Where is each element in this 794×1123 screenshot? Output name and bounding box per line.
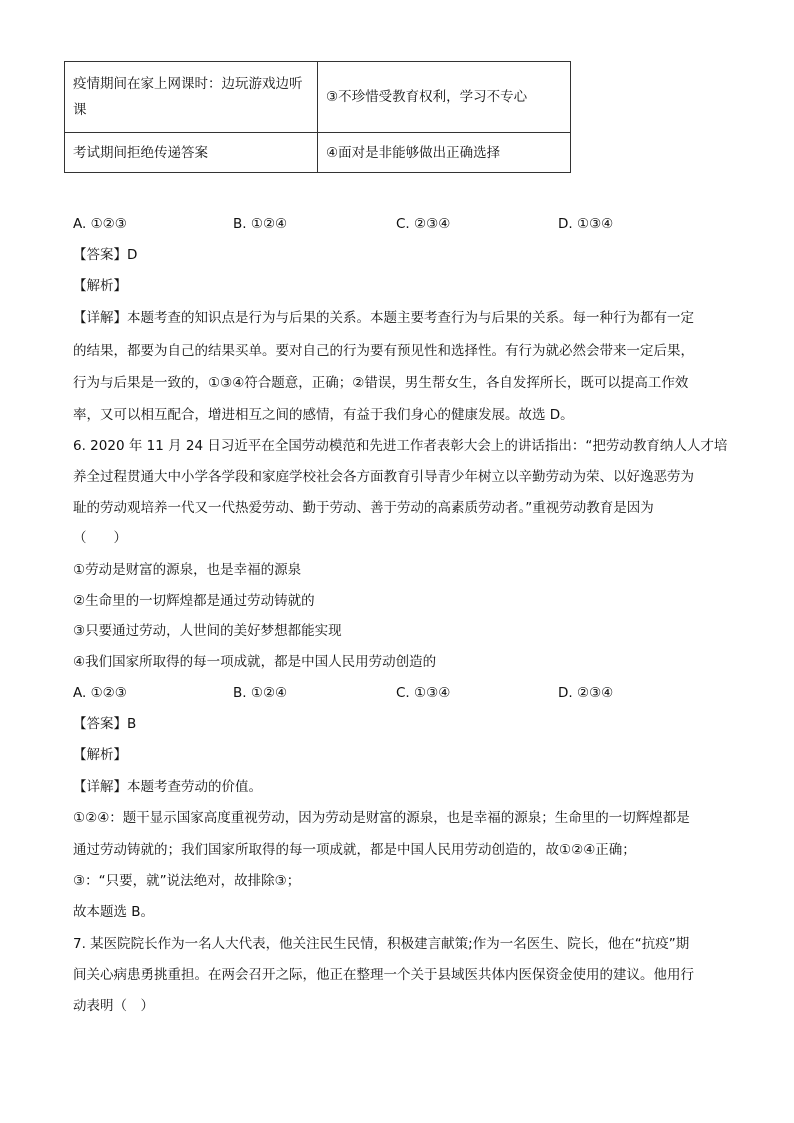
behavior-consequence-table xyxy=(64,61,571,173)
answer-value: D xyxy=(127,247,138,263)
q6-option: ①劳动是财富的源泉，也是幸福的源泉 xyxy=(73,562,302,578)
q5-answer xyxy=(73,245,723,265)
table-row xyxy=(65,62,571,133)
answer-tag: 【答案】 xyxy=(73,716,127,732)
q5-detail-line: 【详解】本题考查的知识点是行为与后果的关系。本题主要考查行为与后果的关系。每一种行为都有一定 xyxy=(73,310,694,326)
q6-option: ③只要通过劳动，人世间的美好梦想都能实现 xyxy=(73,623,342,639)
answer-tag: 【答案】 xyxy=(73,247,127,263)
q5-detail-line: 的结果，都要为自己的结果买单。要对自己的行为要有预见性和选择性。有行为就必然会带来一定后果， xyxy=(73,343,694,359)
q6-detail-line: 【详解】本题考查劳动的价值。 xyxy=(73,779,262,795)
q6-choice-d: D. ②③④ xyxy=(558,685,614,701)
table-cell-consequence: ③不珍惜受教育权利，学习不专心 xyxy=(318,62,571,133)
q5-choice-d: D. ①③④ xyxy=(558,216,614,232)
q6-answer-blank: （ ） xyxy=(73,530,127,546)
q7-stem-line: 7. 某医院院长作为一名人大代表，他关注民生民情，积极建言献策;作为一名医生、院长，他在“抗疫”期 xyxy=(73,936,690,952)
q6-stem-line: 耻的劳动观培养一代又一代热爱劳动、勤于劳动、善于劳动的高素质劳动者。”重视劳动教育是因为 xyxy=(73,500,654,516)
q7-stem-line: 动表明（ ） xyxy=(73,998,154,1014)
q6-detail-line: ①②④：题干显示国家高度重视劳动，因为劳动是财富的源泉，也是幸福的源泉；生命里的一切辉煌都是 xyxy=(73,810,690,826)
table-cell-consequence: ④面对是非能够做出正确选择 xyxy=(318,133,571,173)
q6-choice-c: C. ①③④ xyxy=(396,685,451,701)
q5-analysis-tag: 【解析】 xyxy=(73,278,127,294)
q5-choices xyxy=(73,214,723,234)
q6-choice-b: B. ①②④ xyxy=(233,685,288,701)
q6-stem-line: 6. 2020 年 11 月 24 日习近平在全国劳动模范和先进工作者表彰大会上的讲话指出：“把劳动教育纳人人才培 xyxy=(73,438,728,454)
q6-option: ②生命里的一切辉煌都是通过劳动铸就的 xyxy=(73,593,315,609)
table-cell-behavior: 考试期间拒绝传递答案 xyxy=(65,133,318,173)
q6-stem-line: 养全过程贯通大中小学各学段和家庭学校社会各方面教育引导青少年树立以辛勤劳动为荣、以好逸恶劳为 xyxy=(73,469,694,485)
q6-choices xyxy=(73,683,723,703)
q6-choice-a: A. ①②③ xyxy=(73,685,127,701)
q5-choice-b: B. ①②④ xyxy=(233,216,288,232)
q5-choice-a: A. ①②③ xyxy=(73,216,127,232)
q5-detail-line: 率，又可以相互配合，增进相互之间的感情，有益于我们身心的健康发展。故选 D。 xyxy=(73,407,574,423)
answer-value: B xyxy=(127,716,137,732)
q6-detail-line: 故本题选 B。 xyxy=(73,904,155,920)
q6-analysis-tag: 【解析】 xyxy=(73,747,127,763)
q5-detail-line: 行为与后果是一致的，①③④符合题意，正确；②错误，男生帮女生，各自发挥所长，既可以提高工作效 xyxy=(73,375,689,391)
q6-detail-line: ③：“只要，就”说法绝对，故排除③； xyxy=(73,873,301,889)
table-row xyxy=(65,133,571,173)
q7-stem-line: 间关心病患勇挑重担。在两会召开之际，他正在整理一个关于县域医共体内医保资金使用的建议。他用行 xyxy=(73,967,694,983)
q6-detail-line: 通过劳动铸就的；我们国家所取得的每一项成就，都是中国人民用劳动创造的，故①②④正确； xyxy=(73,842,636,858)
table-cell-behavior: 疫情期间在家上网课时：边玩游戏边听课 xyxy=(65,62,318,133)
q6-answer xyxy=(73,714,723,734)
q6-option: ④我们国家所取得的每一项成就，都是中国人民用劳动创造的 xyxy=(73,654,437,670)
q5-choice-c: C. ②③④ xyxy=(396,216,451,232)
